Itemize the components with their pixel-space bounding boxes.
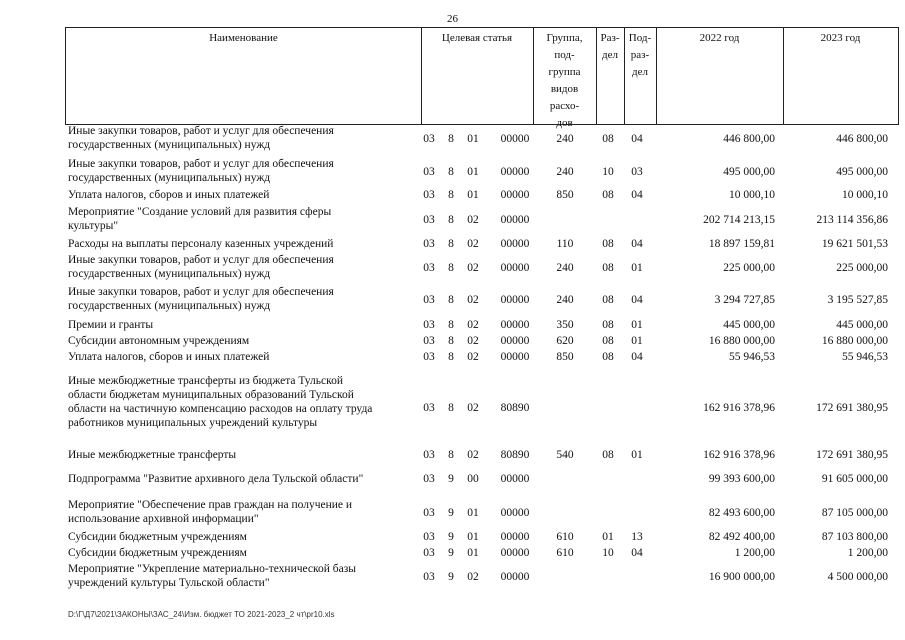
cell-p: 03 xyxy=(423,133,435,145)
cell-2022: 495 000,00 xyxy=(723,166,775,178)
cell-s: 9 xyxy=(448,473,454,485)
cell-2023: 3 195 527,85 xyxy=(827,294,888,306)
cell-2022: 18 897 159,81 xyxy=(708,238,775,250)
cell-2023: 87 105 000,00 xyxy=(821,507,888,519)
cell-p: 03 xyxy=(423,473,435,485)
cell-2023: 91 605 000,00 xyxy=(821,473,888,485)
row-name: Мероприятие "Создание условий для развития сферы культуры" xyxy=(68,206,332,232)
cell-m: 01 xyxy=(467,531,479,543)
cell-sub: 13 xyxy=(631,531,643,543)
cell-2022: 16 880 000,00 xyxy=(708,335,775,347)
cell-grp: 850 xyxy=(556,351,574,363)
cell-p: 03 xyxy=(423,351,435,363)
row-name: Расходы на выплаты персоналу казенных учреждений xyxy=(68,238,334,250)
cell-code: 00000 xyxy=(500,319,530,331)
table-row xyxy=(0,498,905,528)
cell-m: 02 xyxy=(467,319,479,331)
row-name: Иные закупки товаров, работ и услуг для обеспечения государственных (муниципальных) нужд xyxy=(68,254,334,280)
cell-2022: 162 916 378,96 xyxy=(703,449,775,461)
cell-m: 02 xyxy=(467,335,479,347)
row-name: Мероприятие "Обеспечение прав граждан на получение и использование архивной информации" xyxy=(68,499,353,525)
cell-m: 02 xyxy=(467,262,479,274)
cell-2023: 225 000,00 xyxy=(836,262,888,274)
header-section: Раз- дел xyxy=(600,32,620,61)
cell-p: 03 xyxy=(423,531,435,543)
header-target: Целевая статья xyxy=(441,32,513,44)
cell-m: 02 xyxy=(467,402,479,414)
cell-code: 00000 xyxy=(500,473,530,485)
cell-sec: 08 xyxy=(602,294,614,306)
row-name: Уплата налогов, сборов и иных платежей xyxy=(68,351,270,363)
cell-sec: 08 xyxy=(602,351,614,363)
cell-m: 02 xyxy=(467,238,479,250)
cell-m: 01 xyxy=(467,133,479,145)
header-2023: 2023 год xyxy=(820,32,861,44)
cell-code: 00000 xyxy=(500,214,530,226)
cell-m: 02 xyxy=(467,214,479,226)
row-name: Субсидии бюджетным учреждениям xyxy=(68,531,247,543)
cell-grp: 240 xyxy=(556,133,574,145)
cell-2023: 16 880 000,00 xyxy=(821,335,888,347)
cell-s: 9 xyxy=(448,571,454,583)
cell-sec: 10 xyxy=(602,166,614,178)
cell-code: 00000 xyxy=(500,238,530,250)
cell-2023: 172 691 380,95 xyxy=(816,449,888,461)
row-name: Мероприятие "Укрепление материально-технической базы учреждений культуры Тульской области" xyxy=(68,563,357,589)
header-subsection: Под- раз- дел xyxy=(628,32,652,78)
cell-s: 8 xyxy=(448,294,454,306)
cell-grp: 350 xyxy=(556,319,574,331)
row-name: Субсидии автономным учреждениям xyxy=(68,335,250,347)
row-name: Подпрограмма "Развитие архивного дела Тульской области" xyxy=(68,473,364,485)
cell-2022: 202 714 213,15 xyxy=(703,214,775,226)
cell-sub: 04 xyxy=(631,133,643,145)
cell-s: 9 xyxy=(448,547,454,559)
cell-2023: 446 800,00 xyxy=(836,133,888,145)
cell-sub: 01 xyxy=(631,335,643,347)
table-row xyxy=(0,188,905,202)
cell-grp: 240 xyxy=(556,262,574,274)
cell-s: 8 xyxy=(448,262,454,274)
cell-p: 03 xyxy=(423,166,435,178)
cell-s: 8 xyxy=(448,449,454,461)
cell-2022: 82 493 600,00 xyxy=(708,507,775,519)
cell-m: 01 xyxy=(467,166,479,178)
cell-sec: 08 xyxy=(602,133,614,145)
table-row xyxy=(0,546,905,560)
cell-s: 8 xyxy=(448,319,454,331)
cell-2022: 1 200,00 xyxy=(734,547,775,559)
cell-m: 01 xyxy=(467,507,479,519)
cell-code: 00000 xyxy=(500,262,530,274)
cell-p: 03 xyxy=(423,262,435,274)
cell-p: 03 xyxy=(423,189,435,201)
cell-sub: 04 xyxy=(631,547,643,559)
cell-code: 80890 xyxy=(500,449,530,461)
cell-2022: 10 000,10 xyxy=(729,189,775,201)
cell-p: 03 xyxy=(423,319,435,331)
cell-s: 9 xyxy=(448,531,454,543)
cell-s: 9 xyxy=(448,507,454,519)
table-row xyxy=(0,237,905,251)
table-row xyxy=(0,448,905,462)
cell-sec: 08 xyxy=(602,449,614,461)
cell-sec: 08 xyxy=(602,335,614,347)
cell-2023: 55 946,53 xyxy=(842,351,888,363)
cell-grp: 240 xyxy=(556,294,574,306)
cell-2023: 445 000,00 xyxy=(836,319,888,331)
cell-p: 03 xyxy=(423,571,435,583)
cell-2022: 162 916 378,96 xyxy=(703,402,775,414)
cell-grp: 110 xyxy=(556,238,574,250)
cell-grp: 540 xyxy=(556,449,574,461)
cell-grp: 850 xyxy=(556,189,574,201)
cell-code: 80890 xyxy=(500,402,530,414)
cell-2023: 10 000,10 xyxy=(842,189,888,201)
table-row xyxy=(0,285,905,315)
row-name: Иные межбюджетные трансферты из бюджета Тульской области бюджетам муниципальных образований Тульской области на частичную компенсацию расходов на оплату труда работников муниципальных учреждений культуры xyxy=(68,375,373,429)
table-row xyxy=(0,374,905,442)
cell-2022: 99 393 600,00 xyxy=(708,473,775,485)
cell-2022: 55 946,53 xyxy=(729,351,775,363)
cell-m: 02 xyxy=(467,571,479,583)
cell-code: 00000 xyxy=(500,335,530,347)
row-name: Иные закупки товаров, работ и услуг для обеспечения государственных (муниципальных) нужд xyxy=(68,125,334,151)
cell-sub: 04 xyxy=(631,294,643,306)
row-name: Иные межбюджетные трансферты xyxy=(68,449,237,461)
cell-code: 00000 xyxy=(500,507,530,519)
cell-sec: 08 xyxy=(602,262,614,274)
cell-p: 03 xyxy=(423,547,435,559)
cell-s: 8 xyxy=(448,402,454,414)
cell-p: 03 xyxy=(423,238,435,250)
cell-code: 00000 xyxy=(500,547,530,559)
table-row xyxy=(0,205,905,235)
cell-s: 8 xyxy=(448,166,454,178)
table-row xyxy=(0,350,905,364)
cell-2023: 4 500 000,00 xyxy=(827,571,888,583)
cell-p: 03 xyxy=(423,214,435,226)
cell-2022: 446 800,00 xyxy=(723,133,775,145)
table-row xyxy=(0,318,905,332)
cell-sub: 01 xyxy=(631,319,643,331)
cell-s: 8 xyxy=(448,351,454,363)
cell-p: 03 xyxy=(423,449,435,461)
cell-m: 00 xyxy=(467,473,479,485)
cell-code: 00000 xyxy=(500,351,530,363)
header-name: Наименование xyxy=(209,32,278,44)
cell-p: 03 xyxy=(423,335,435,347)
cell-sub: 01 xyxy=(631,262,643,274)
cell-sub: 04 xyxy=(631,351,643,363)
cell-2022: 445 000,00 xyxy=(723,319,775,331)
row-name: Премии и гранты xyxy=(68,319,154,331)
cell-2023: 19 621 501,53 xyxy=(821,238,888,250)
cell-2022: 225 000,00 xyxy=(723,262,775,274)
cell-sec: 08 xyxy=(602,319,614,331)
cell-2022: 16 900 000,00 xyxy=(708,571,775,583)
cell-sec: 10 xyxy=(602,547,614,559)
cell-2023: 172 691 380,95 xyxy=(816,402,888,414)
row-name: Уплата налогов, сборов и иных платежей xyxy=(68,189,270,201)
cell-sec: 01 xyxy=(602,531,614,543)
cell-code: 00000 xyxy=(500,133,530,145)
cell-s: 8 xyxy=(448,335,454,347)
cell-code: 00000 xyxy=(500,166,530,178)
cell-grp: 620 xyxy=(556,335,574,347)
cell-p: 03 xyxy=(423,507,435,519)
file-path-footer: D:\Г\Д7\2021\ЗАКОНЫ\ЗАС_24\Изм. бюджет ТО 2021-2023_2 чт\pr10.xls xyxy=(68,610,335,619)
cell-2023: 87 103 800,00 xyxy=(821,531,888,543)
header-group: Группа, под- группа видов расхо- дов xyxy=(546,32,583,129)
row-name: Иные закупки товаров, работ и услуг для обеспечения государственных (муниципальных) нужд xyxy=(68,286,334,312)
cell-m: 02 xyxy=(467,449,479,461)
cell-sub: 03 xyxy=(631,166,643,178)
table-row xyxy=(0,472,905,486)
cell-sub: 04 xyxy=(631,189,643,201)
cell-grp: 240 xyxy=(556,166,574,178)
table-row xyxy=(0,334,905,348)
table-row xyxy=(0,562,905,592)
cell-sec: 08 xyxy=(602,189,614,201)
cell-grp: 610 xyxy=(556,547,574,559)
cell-sec: 08 xyxy=(602,238,614,250)
cell-p: 03 xyxy=(423,402,435,414)
cell-m: 01 xyxy=(467,189,479,201)
cell-s: 8 xyxy=(448,133,454,145)
table-header xyxy=(65,27,899,129)
cell-code: 00000 xyxy=(500,531,530,543)
cell-sub: 01 xyxy=(631,449,643,461)
cell-2022: 3 294 727,85 xyxy=(714,294,775,306)
cell-m: 02 xyxy=(467,294,479,306)
cell-s: 8 xyxy=(448,214,454,226)
cell-code: 00000 xyxy=(500,571,530,583)
cell-code: 00000 xyxy=(500,294,530,306)
cell-s: 8 xyxy=(448,189,454,201)
table-row xyxy=(0,253,905,283)
header-2022: 2022 год xyxy=(699,32,740,44)
cell-sub: 04 xyxy=(631,238,643,250)
cell-m: 02 xyxy=(467,351,479,363)
row-name: Иные закупки товаров, работ и услуг для обеспечения государственных (муниципальных) нужд xyxy=(68,158,334,184)
page-number: 26 xyxy=(447,13,458,25)
table-row xyxy=(0,124,905,154)
cell-2023: 495 000,00 xyxy=(836,166,888,178)
table-row xyxy=(0,530,905,544)
cell-code: 00000 xyxy=(500,189,530,201)
cell-2023: 213 114 356,86 xyxy=(816,214,888,226)
cell-2022: 82 492 400,00 xyxy=(708,531,775,543)
table-row xyxy=(0,157,905,187)
cell-p: 03 xyxy=(423,294,435,306)
cell-grp: 610 xyxy=(556,531,574,543)
cell-m: 01 xyxy=(467,547,479,559)
cell-s: 8 xyxy=(448,238,454,250)
row-name: Субсидии бюджетным учреждениям xyxy=(68,547,247,559)
cell-2023: 1 200,00 xyxy=(847,547,888,559)
